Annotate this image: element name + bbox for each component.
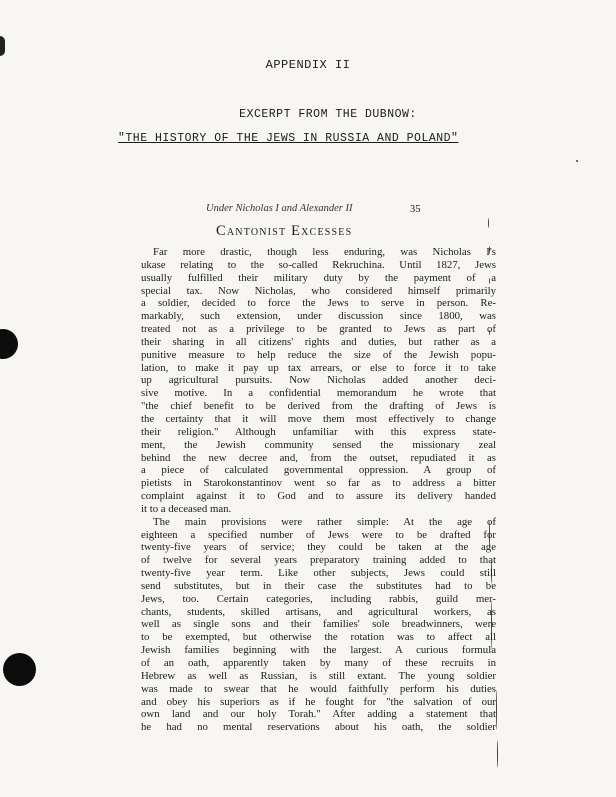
- text-line: a piece of calculated governmental oppression. A group of: [141, 464, 496, 477]
- excerpt-heading: EXCERPT FROM THE DUBNOW:: [239, 108, 417, 121]
- punch-hole-bottom: [3, 653, 36, 686]
- text-line: a soldier, decided to force the Jews to serve in person. Re-: [141, 297, 496, 310]
- text-line: punitive measure to help reduce the size of the Jewish popu-: [141, 348, 496, 361]
- text-line: ukase relating to the so-called Rekruchina. Until 1827, Jews: [141, 258, 496, 271]
- text-line: ment, the Jewish community sensed the missionary zeal: [141, 438, 496, 451]
- text-line: their sharing in all citizens' rights and duties, but rather as a: [141, 335, 496, 348]
- scan-speck: [576, 160, 578, 162]
- text-line: twenty-five years of service; they could be taken at the age: [141, 541, 496, 554]
- running-head: Under Nicholas I and Alexander II: [206, 203, 353, 214]
- text-line: well as single sons and their families' sole breadwinners, were: [141, 618, 496, 631]
- text-line: lation, to make it pay up tax arrears, or else to force it to take: [141, 361, 496, 374]
- text-line: usually fulfilled their military duty by the payment of a: [141, 271, 496, 284]
- text-line: to be exempted, but otherwise the rotation was to affect all: [141, 631, 496, 644]
- work-title: "THE HISTORY OF THE JEWS IN RUSSIA AND POLAND": [118, 132, 459, 145]
- text-line: eighteen a specified number of Jews were to be drafted for: [141, 528, 496, 541]
- text-line: the certainty that it will move them most effectively to change: [141, 412, 496, 425]
- text-line: Jews, too. Certain categories, including rabbis, guild mer-: [141, 592, 496, 605]
- body-text: [141, 246, 496, 734]
- text-line: own land and our holy Torah." After adding a statement that: [141, 708, 496, 721]
- text-line: Far more drastic, though less enduring, was Nicholas I's: [153, 246, 496, 258]
- text-line: markably, such extension, under discussion since 1800, was: [141, 310, 496, 323]
- text-line: and obey his superiors as if he fought for "the salvation of our: [141, 695, 496, 708]
- text-line: up agricultural pursuits. Now Nicholas added another deci-: [141, 374, 496, 387]
- text-line: it to a deceased man.: [141, 502, 232, 515]
- text-line: was made to swear that he would faithfully perform his duties: [141, 682, 496, 695]
- text-line: of an oath, apparently taken by many of these recruits in: [141, 657, 496, 669]
- text-line: twenty-five year term. Like other subjects, Jews could still: [141, 567, 496, 580]
- text-line: special tax. Now Nicholas, who considered himself primarily: [141, 284, 496, 297]
- text-line: their religion." Although unfamiliar with this express state-: [141, 425, 496, 438]
- appendix-heading: APPENDIX II: [265, 58, 351, 72]
- scan-speck: [497, 740, 498, 768]
- chapter-title: Cantonist Excesses: [216, 223, 353, 239]
- binding-mark-top: [0, 36, 5, 56]
- text-line: send substitutes, but in their case the substitutes had to be: [141, 579, 496, 592]
- text-line: The main provisions were rather simple: At the age of: [153, 515, 496, 528]
- scan-speck: [496, 690, 497, 730]
- text-line: pietists in Starokonstantinov went so far as to address a bitter: [141, 477, 496, 490]
- text-line: complaint against it to God and to assure its delivery handed: [141, 490, 496, 503]
- text-line: Jewish families beginning with the largest. A curious formula: [141, 644, 496, 657]
- punch-hole-middle: [0, 329, 18, 359]
- text-line: he had no mental reservations about his oath, the soldier: [141, 721, 496, 734]
- text-line: behind the new decree and, from the outset, repudiated it as: [141, 451, 496, 464]
- text-line: of twelve for several years preparatory training added to that: [141, 554, 496, 567]
- scan-speck: [488, 218, 489, 228]
- text-line: treated not as a privilege to be granted to Jews as part of: [141, 323, 496, 336]
- text-line: sive motive. In a confidential memorandum he wrote that: [141, 387, 496, 400]
- text-line: "the chief benefit to be derived from the drafting of Jews is: [141, 400, 496, 413]
- text-line: chants, students, skilled artisans, and agricultural workers, as: [141, 605, 496, 618]
- text-line: Hebrew as well as Russian, is still extant. The young soldier: [141, 669, 496, 682]
- page-number: 35: [410, 204, 421, 215]
